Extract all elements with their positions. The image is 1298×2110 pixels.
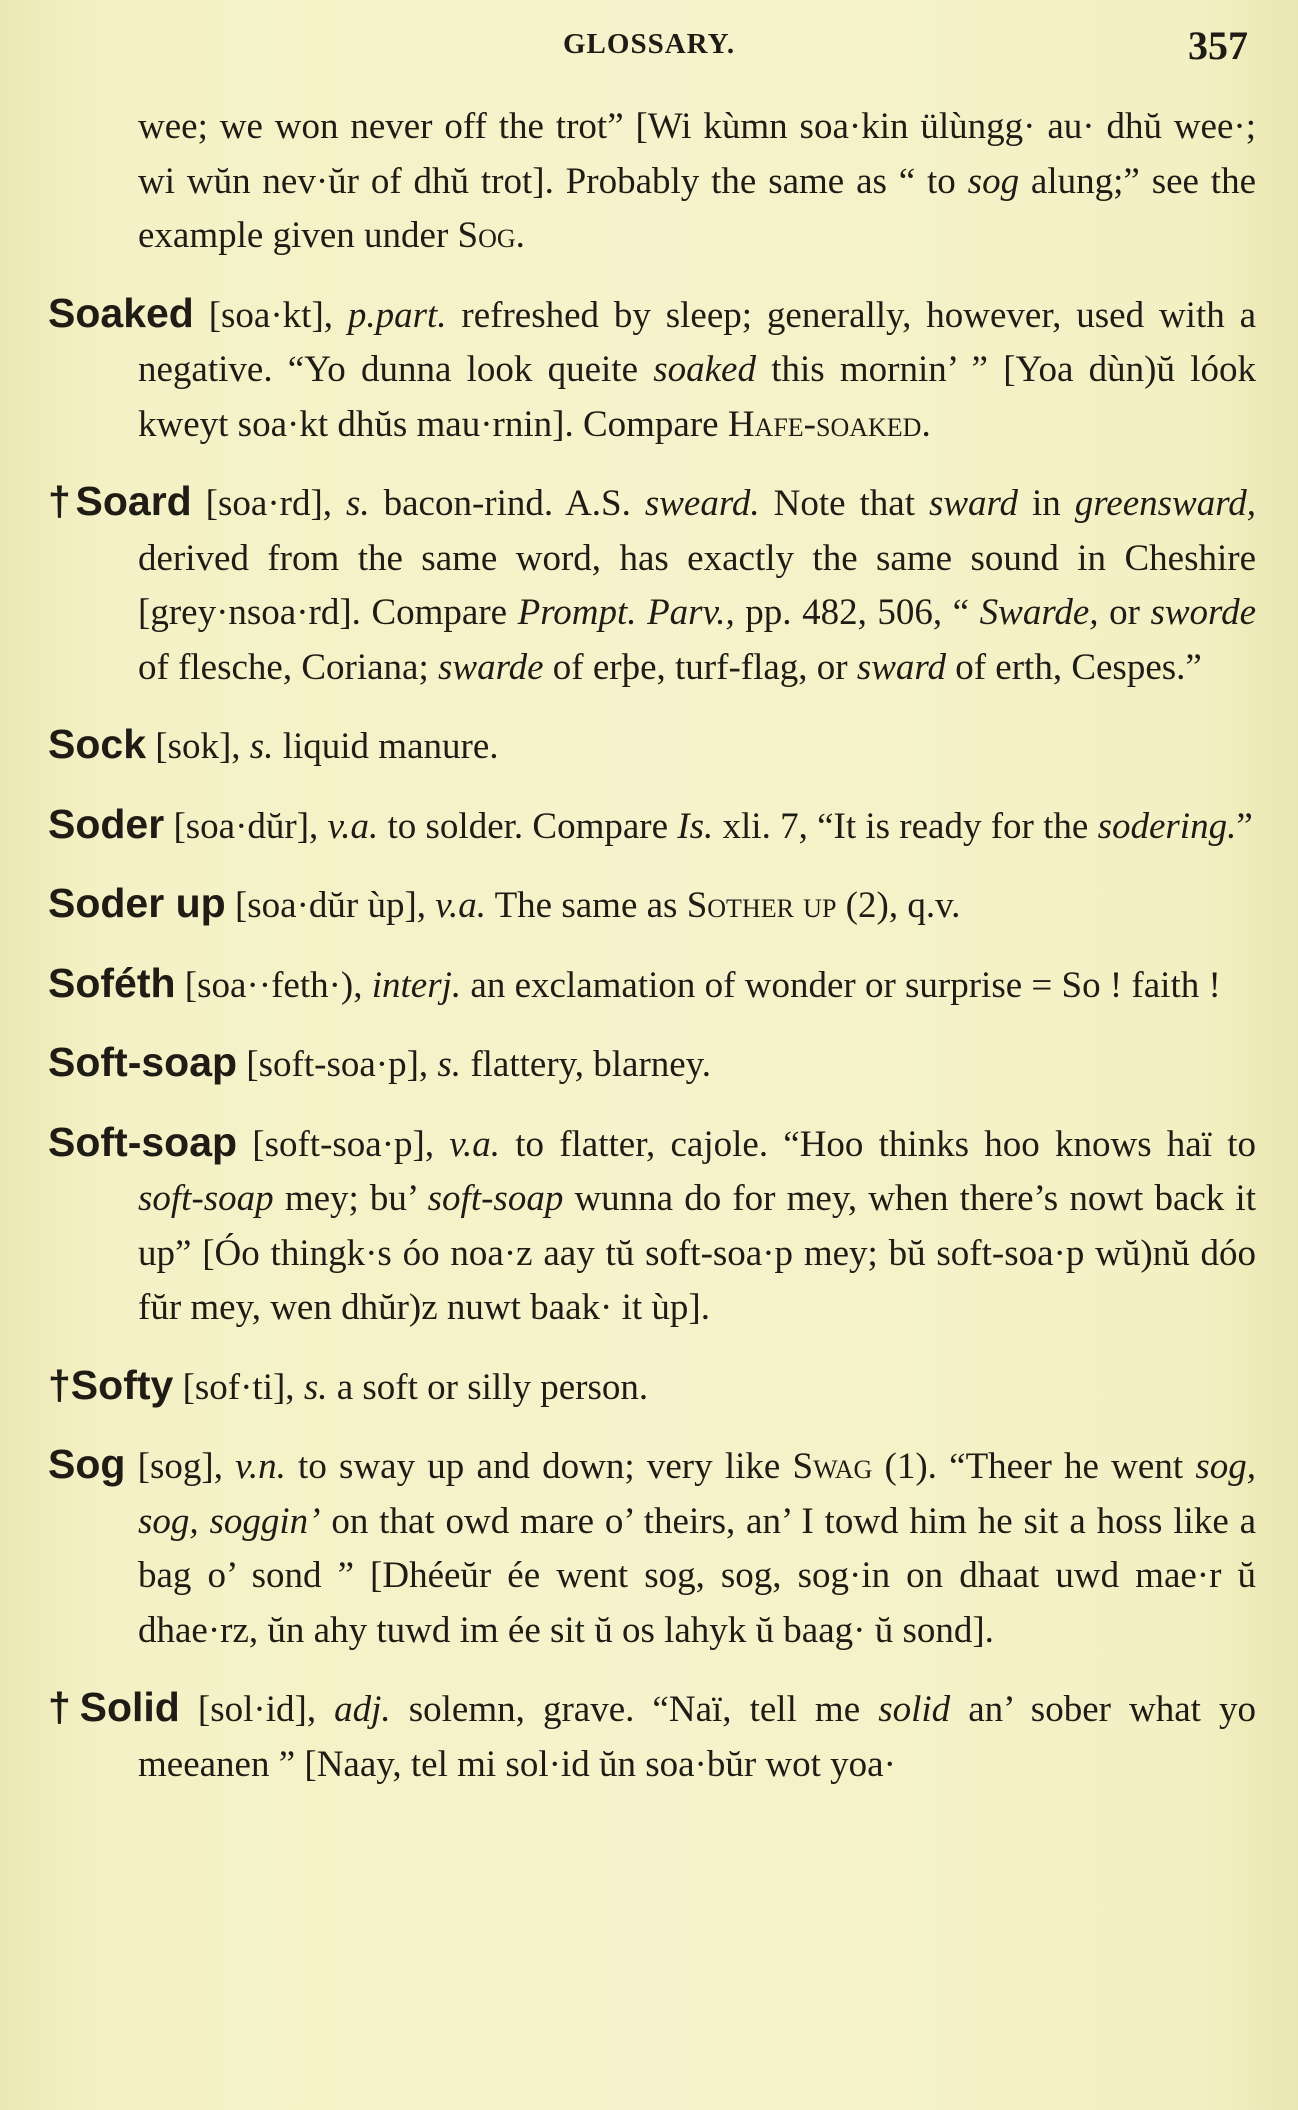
italic-text: solid xyxy=(878,1689,951,1730)
running-head: GLOSSARY. xyxy=(563,28,736,60)
entry-text: (2), q.v. xyxy=(836,885,961,926)
headword: †Soard xyxy=(48,478,192,524)
italic-text: sweard. xyxy=(644,483,760,524)
headword: Soaked xyxy=(48,289,194,336)
italic-text: s. xyxy=(437,1044,462,1085)
headword: Soder up xyxy=(48,880,226,926)
entry-text: an’ sober what yo meeanen ” [Naay, tel mi sol·id ŭn soa·bŭr wot yoa· xyxy=(138,1689,1256,1785)
entry-text: on that owd mare o’ theirs, an’ I towd him he sit a hoss like a bag o’ sond ” [Dhéeŭr ée went sog, sog, sog·in on dhaat uwd mae·r ŭ dhae·rz, ŭn ahy tuwd im ée sit ŭ os lahyk ŭ baag· ŭ sond]. xyxy=(138,1500,1257,1651)
entry-text: this mornin’ ” [Yoa dùn)ŭ lóok kweyt soa·kt dhŭs mau·rnin]. Compare xyxy=(138,349,1257,445)
cross-reference: Sog xyxy=(457,215,516,256)
italic-text: sworde xyxy=(1150,592,1256,633)
entry-continuation xyxy=(0,100,1298,264)
entry-text: to sway up and down; very like xyxy=(285,1446,793,1487)
entry-text: solemn, grave. “Naï, tell me xyxy=(390,1689,879,1730)
italic-text: interj. xyxy=(371,964,462,1006)
entry-text: [soa·rd], xyxy=(191,483,347,524)
italic-text: v.a. xyxy=(435,885,486,926)
entry-text: or xyxy=(1098,592,1151,633)
entry-text: [sok], xyxy=(146,726,250,767)
italic-text: sward xyxy=(856,646,946,688)
italic-text: Swarde, xyxy=(979,592,1099,633)
glossary-entry xyxy=(0,797,1298,855)
entry-text: pp. 482, 506, “ xyxy=(734,592,980,633)
entry-text: a soft or silly person. xyxy=(327,1366,649,1408)
page-header xyxy=(0,22,1298,70)
italic-text: s. xyxy=(303,1366,328,1408)
entry-text: xli. 7, “It is ready for the xyxy=(713,805,1098,847)
cross-reference: Sother up xyxy=(686,885,837,926)
entry-text: bacon-rind. A.S. xyxy=(369,483,645,524)
glossary-entry xyxy=(0,474,1298,695)
entry-text: [soft-soa·p], xyxy=(237,1044,438,1085)
entry-text: mey; bu’ xyxy=(273,1178,428,1219)
page-number: 357 xyxy=(1188,23,1248,68)
glossary-entry xyxy=(0,1437,1298,1658)
italic-text: greensward, xyxy=(1074,483,1257,524)
italic-text: sward xyxy=(928,483,1019,524)
entry-text: Note that xyxy=(759,483,929,524)
entry-text: alung;” see the example given under xyxy=(138,160,1256,256)
glossary-entry xyxy=(0,956,1298,1014)
glossary-body xyxy=(0,100,1298,1814)
entry-text: [soa·dŭr], xyxy=(164,805,328,847)
cross-reference: Hafe-soaked xyxy=(727,403,922,445)
headword: Soft-soap xyxy=(48,1039,238,1085)
glossary-entry xyxy=(0,717,1298,775)
entry-text: . xyxy=(921,403,931,445)
entry-text: wee; we won never off the trot” [Wi kùmn soa·kin ülùngg· au· dhŭ wee·; wi wŭn nev·ŭr of dhŭ trot]. Probably the same as “ to xyxy=(138,106,1256,202)
italic-text: p.part. xyxy=(347,294,447,336)
entry-text: ” xyxy=(1236,805,1253,847)
entry-text: of erþe, turf-flag, or xyxy=(543,646,857,688)
italic-text: v.a. xyxy=(327,805,379,847)
italic-text: Prompt. Parv., xyxy=(517,592,735,633)
italic-text: swarde xyxy=(438,646,544,688)
headword: †Softy xyxy=(48,1361,174,1408)
entry-text: an exclamation of wonder or surprise = So ! faith ! xyxy=(461,964,1221,1006)
italic-text: soft-soap xyxy=(138,1178,274,1219)
entry-text: [sof·ti], xyxy=(173,1366,304,1408)
entry-text: . xyxy=(515,215,525,256)
entry-text: [soa··feth·), xyxy=(175,964,372,1006)
glossary-entry xyxy=(0,286,1298,453)
entry-text: (1). “Theer he went xyxy=(872,1446,1196,1487)
italic-text: v.n. xyxy=(235,1446,286,1487)
italic-text: s. xyxy=(346,483,370,524)
entry-text: refreshed by sleep; generally, however, used with a negative. “Yo dunna look queite xyxy=(138,294,1256,390)
glossary-entry xyxy=(0,876,1298,934)
glossary-entry xyxy=(0,1358,1298,1416)
entry-text: liquid manure. xyxy=(273,726,499,767)
entry-text: of flesche, Coriana; xyxy=(138,646,438,688)
headword: Soder xyxy=(48,800,165,847)
entry-text: flattery, blarney. xyxy=(461,1044,712,1085)
italic-text: soaked xyxy=(653,349,756,390)
glossary-entry xyxy=(0,1680,1298,1792)
italic-text: soft-soap xyxy=(427,1178,564,1219)
headword: Sock xyxy=(48,721,146,767)
italic-text: s. xyxy=(249,726,274,767)
headword: Soféth xyxy=(48,959,176,1006)
italic-text: adj. xyxy=(334,1689,391,1730)
italic-text: v.a. xyxy=(449,1123,500,1165)
entry-text: [sog], xyxy=(125,1446,236,1487)
glossary-entry xyxy=(0,1035,1298,1093)
entry-text: of erth, Cespes.” xyxy=(945,646,1202,688)
italic-text: sog, sog, soggin’ xyxy=(138,1446,1256,1542)
headword: †Solid xyxy=(48,1684,180,1730)
entry-text: wunna do for mey, when there’s nowt back it up” [Óo thingk·s óo noa·z aay tŭ soft-soa·p mey; bŭ soft-soa·p wŭ)nŭ dóo fŭr mey, wen dhŭr)z nuwt baak· it ùp]. xyxy=(138,1178,1256,1328)
entry-text: to solder. Compare xyxy=(378,805,678,847)
headword: Sog xyxy=(48,1441,126,1487)
entry-text: in xyxy=(1018,483,1075,524)
headword: Soft-soap xyxy=(48,1118,238,1165)
cross-reference: Swag xyxy=(792,1446,873,1487)
glossary-entry xyxy=(0,1115,1298,1336)
entry-text: to flatter, cajole. “Hoo thinks hoo knows haï to xyxy=(500,1123,1256,1165)
entry-text: [soa·kt], xyxy=(193,294,348,336)
entry-text: [soft-soa·p], xyxy=(237,1123,450,1165)
entry-text: derived from the same word, has exactly the same sound in Cheshire [grey·nsoa·rd]. Compare xyxy=(138,537,1256,633)
entry-text: [soa·dŭr ùp], xyxy=(225,885,436,926)
italic-text: Is. xyxy=(677,805,714,847)
entry-text: The same as xyxy=(485,885,687,926)
entry-text: [sol·id], xyxy=(179,1689,335,1730)
italic-text: sog xyxy=(967,160,1020,202)
italic-text: sodering. xyxy=(1097,805,1237,847)
